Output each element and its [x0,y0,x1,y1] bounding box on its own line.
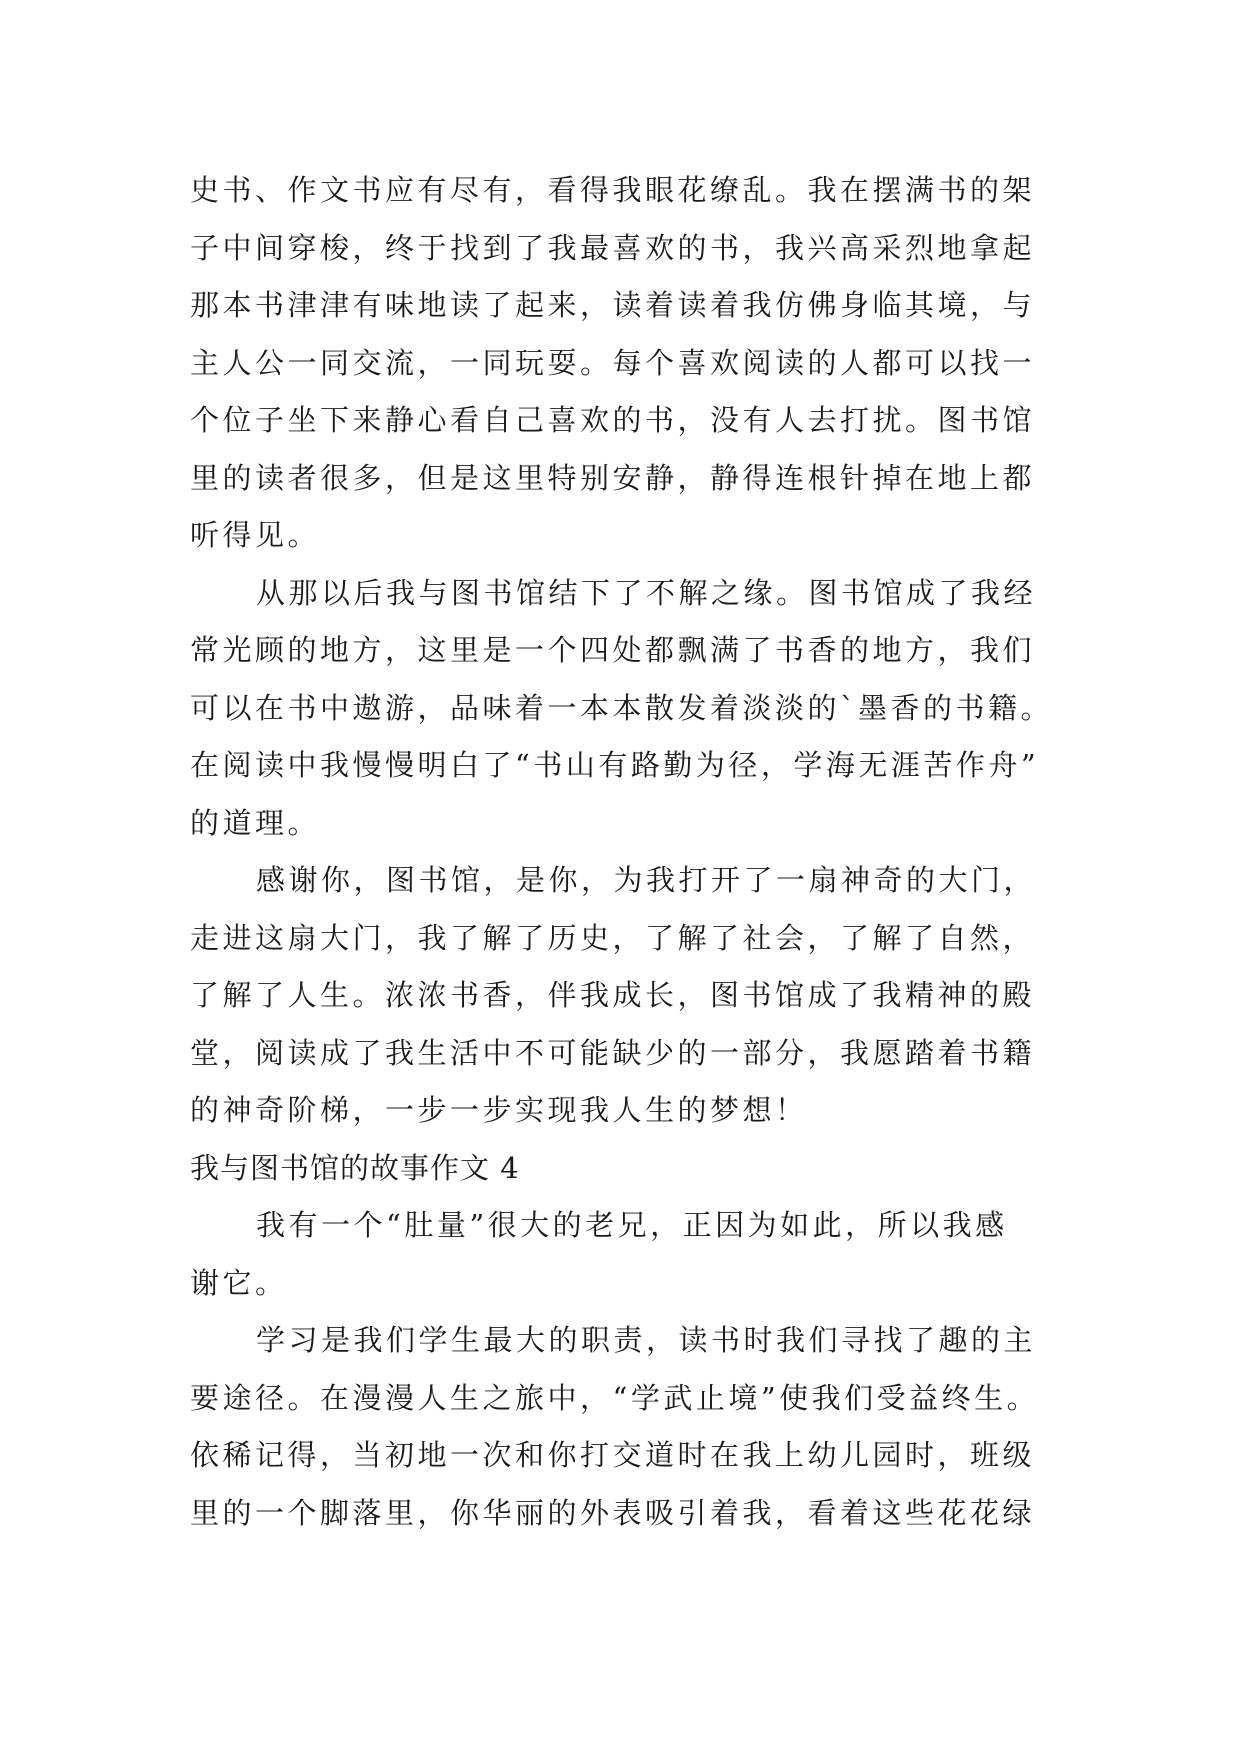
text-line: 要途径。在漫漫人生之旅中，“学武止境”使我们受益终生。 [190,1380,1040,1415]
text-line: 里的一个脚落里，你华丽的外表吸引着我，看着这些花花绿 [190,1495,1036,1530]
text-line: 从那以后我与图书馆结下了不解之缘。图书馆成了我经 [256,575,1037,610]
text-line: 在阅读中我慢慢明白了“书山有路勤为径，学海无涯苦作舟” [190,748,1040,782]
section-heading: 我与图书馆的故事作文 4 [190,1150,520,1185]
text-line: 的道理。 [190,805,321,840]
text-line: 我有一个“肚量”很大的老兄，正因为如此，所以我感 [256,1208,1008,1242]
text-line: 那本书津津有味地读了起来，读着读着我仿佛身临其境，与 [190,288,1036,322]
text-line: 了解了人生。浓浓书香，伴我成长，图书馆成了我精神的殿 [190,978,1036,1012]
text-line: 主人公一同交流，一同玩耍。每个喜欢阅读的人都可以找一 [190,345,1036,380]
text-line: 感谢你，图书馆，是你，为我打开了一扇神奇的大门， [256,863,1037,897]
text-line: 子中间穿梭，终于找到了我最喜欢的书，我兴高采烈地拿起 [190,230,1036,265]
text-line: 走进这扇大门，我了解了历史，了解了社会，了解了自然， [190,920,1036,955]
text-line: 史书、作文书应有尽有，看得我眼花缭乱。我在摆满书的架 [190,173,1036,207]
text-line: 堂，阅读成了我生活中不可能缺少的一部分，我愿踏着书籍 [190,1035,1036,1070]
text-line: 里的读者很多，但是这里特别安静，静得连根针掉在地上都 [190,460,1036,495]
document-body [190,162,1070,1542]
text-line: 依稀记得，当初地一次和你打交道时在我上幼儿园时，班级 [190,1438,1036,1472]
text-line: 可以在书中遨游，品味着一本本散发着淡淡的`墨香的书籍。 [190,690,1054,725]
text-line: 听得见。 [190,518,321,552]
text-line: 学习是我们学生最大的职责，读书时我们寻找了趣的主 [256,1323,1037,1357]
text-line: 的神奇阶梯，一步一步实现我人生的梦想！ [190,1093,808,1127]
text-line: 个位子坐下来静心看自己喜欢的书，没有人去打扰。图书馆 [190,403,1036,437]
text-line: 谢它。 [190,1265,288,1300]
text-line: 常光顾的地方，这里是一个四处都飘满了书香的地方，我们 [190,633,1036,667]
